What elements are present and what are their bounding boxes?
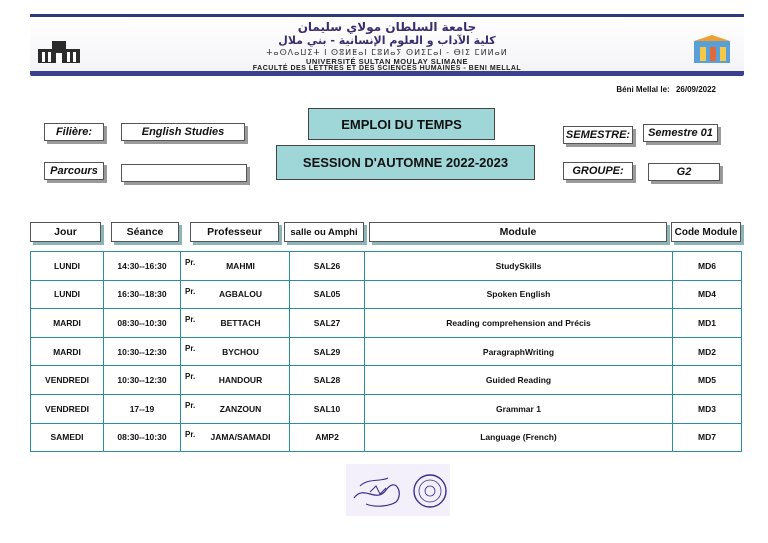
cell-salle: SAL28 [290,366,365,395]
faculty-name: FACULTÉ DES LETTRES ET DES SCIENCES HUMAINES - BENI MELLAL [252,65,522,72]
cell-seance: 08:30--10:30 [104,309,181,338]
cell-module: Language (French) [365,423,673,452]
prof-name: ZANZOUN [219,403,262,414]
cell-module: Reading comprehension and Précis [365,309,673,338]
arabic-university-name: جامعة السلطان مولاي سليمان [297,20,477,34]
parcours-label: Parcours [44,162,104,180]
cell-module: Spoken English [365,280,673,309]
cell-module: ParagraphWriting [365,337,673,366]
date-label: Béni Mellal le: [616,85,670,94]
prof-title: Pr. [185,343,196,353]
col-header-salle: salle ou Amphi [284,222,364,242]
cell-code: MD5 [673,366,742,395]
cell-jour: VENDREDI [31,366,104,395]
col-header-code: Code Module [671,222,741,242]
university-banner [30,14,744,76]
table-row [31,394,742,423]
prof-name: MAHMI [226,260,255,271]
prof-title: Pr. [185,286,196,296]
cell-seance: 17--19 [104,394,181,423]
arabic-faculty-name: كلية الآداب و العلوم الإنسانية - بني ملال [278,34,496,47]
table-row [31,423,742,452]
cell-code: MD7 [673,423,742,452]
prof-name: BYCHOU [222,346,259,357]
col-header-professeur: Professeur [190,222,279,242]
prof-title: Pr. [185,429,196,439]
cell-salle: SAL10 [290,394,365,423]
cell-jour: LUNDI [31,280,104,309]
filiere-label: Filière: [44,123,104,141]
cell-seance: 10:30--12:30 [104,337,181,366]
cell-code: MD4 [673,280,742,309]
cell-professeur [181,280,290,309]
cell-seance: 16:30--18:30 [104,280,181,309]
cell-professeur [181,394,290,423]
semestre-value: Semestre 01 [643,124,718,142]
cell-jour: MARDI [31,309,104,338]
table-row [31,280,742,309]
parcours-value [121,164,247,182]
cell-salle: SAL27 [290,309,365,338]
cell-seance: 14:30--16:30 [104,252,181,281]
groupe-label: GROUPE: [563,162,633,180]
cell-jour: VENDREDI [31,394,104,423]
semestre-label: SEMESTRE: [563,126,633,144]
cell-professeur [181,309,290,338]
prof-title: Pr. [185,258,196,267]
prof-title: Pr. [185,372,196,382]
cell-salle: SAL29 [290,337,365,366]
prof-name: JAMA/SAMADI [210,432,271,443]
table-row [31,309,742,338]
cell-code: MD3 [673,394,742,423]
cell-module: Grammar 1 [365,394,673,423]
signature-stamp [346,464,450,516]
groupe-value: G2 [648,163,720,181]
col-header-jour: Jour [30,222,101,242]
cell-code: MD6 [673,252,742,281]
cell-jour: MARDI [31,337,104,366]
prof-name: AGBALOU [219,289,262,300]
date-line [612,85,716,94]
table-row [31,366,742,395]
prof-title: Pr. [185,400,196,410]
cell-jour: SAMEDI [31,423,104,452]
cell-module: StudySkills [365,252,673,281]
banner-top-line [30,14,744,17]
faculty-logo-icon [692,35,732,65]
cell-salle: SAL26 [290,252,365,281]
cell-jour: LUNDI [31,252,104,281]
date-value: 26/09/2022 [675,85,716,94]
university-name: UNIVERSITÉ SULTAN MOULAY SLIMANE [306,57,468,66]
schedule-table [30,251,742,452]
filiere-value: English Studies [121,123,245,141]
cell-professeur [181,252,290,281]
emploi-title: EMPLOI DU TEMPS [308,108,495,140]
cell-professeur [181,366,290,395]
cell-salle: SAL05 [290,280,365,309]
table-row [31,252,742,281]
cell-professeur [181,423,290,452]
prof-name: BETTACH [220,317,261,328]
prof-name: HANDOUR [218,375,263,386]
cell-code: MD1 [673,309,742,338]
cell-seance: 10:30--12:30 [104,366,181,395]
tifinagh-name: ⵜⴰⵙⴷⴰⵡⵉⵜ ⵏ ⵙⵓⵍⵟⴰⵏ ⵎⵓⵍⴰⵢ ⵙⵍⵉⵎⴰⵏ - ⴱⵏⵉ ⵎⵍⵍⴰⵍ [266,48,508,57]
table-row [31,337,742,366]
session-title: SESSION D'AUTOMNE 2022-2023 [276,145,535,180]
cell-code: MD2 [673,337,742,366]
cell-module: Guided Reading [365,366,673,395]
cell-seance: 08:30--10:30 [104,423,181,452]
cell-salle: AMP2 [290,423,365,452]
col-header-module: Module [369,222,667,242]
prof-title: Pr. [185,315,196,325]
cell-professeur [181,337,290,366]
col-header-seance: Séance [111,222,179,242]
